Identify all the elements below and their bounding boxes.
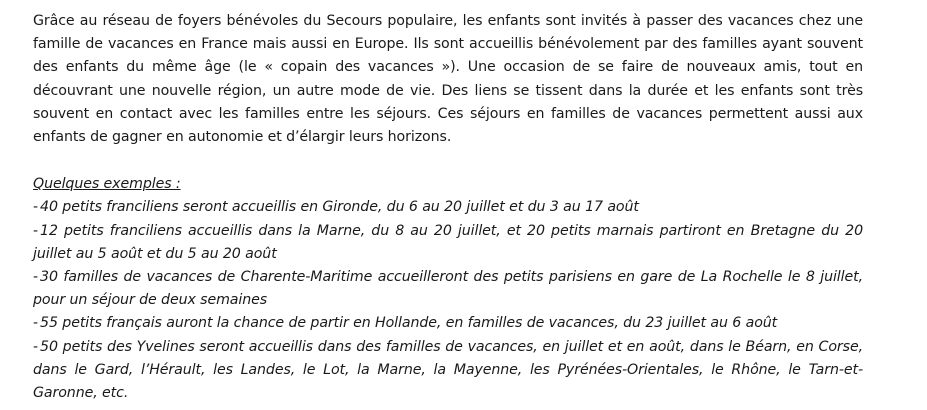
- example-text: 55 petits français auront la chance de partir en Hollande, en familles de vacances, du 23 juillet au 6 août: [40, 315, 778, 332]
- example-text: 30 familles de vacances de Charente-Maritime accueilleront des petits parisiens en gare de La Rochelle le 8 juillet, pour un séjour de deux semaines: [33, 269, 863, 309]
- bullet-dash: -: [33, 338, 39, 355]
- document-body: [33, 10, 863, 405]
- examples-heading: Quelques exemples :: [33, 176, 181, 193]
- bullet-dash: -: [33, 222, 39, 239]
- example-text: 40 petits franciliens seront accueillis en Gironde, du 6 au 20 juillet et du 3 au 17 août: [40, 199, 639, 216]
- example-item: [33, 336, 863, 406]
- example-text: 50 petits des Yvelines seront accueillis dans des familles de vacances, en juillet et en août, dans le Béarn, en Corse, dans le Gard, l’Hérault, les Landes, le Lot, la Marne, la Mayenne, les Pyrénées-Orientales, le Rhône, le Tarn-et-Garonne, etc.: [33, 338, 863, 402]
- examples-section: [33, 173, 863, 405]
- example-item: [33, 266, 863, 312]
- examples-list: [33, 196, 863, 405]
- bullet-dash: -: [33, 315, 39, 332]
- example-item: [33, 312, 863, 335]
- bullet-dash: -: [33, 199, 39, 216]
- example-item: [33, 220, 863, 266]
- example-text: 12 petits franciliens accueillis dans la Marne, du 8 au 20 juillet, et 20 petits marnais partiront en Bretagne du 20 juillet au 5 août et du 5 au 20 août: [33, 222, 863, 262]
- bullet-dash: -: [33, 269, 39, 286]
- intro-paragraph: Grâce au réseau de foyers bénévoles du Secours populaire, les enfants sont invités à passer des vacances chez une famille de vacances en France mais aussi en Europe. Ils sont accueillis bénévolement par des familles ayant souvent des enfants du même âge (le « copain des vacances »). Une occasion de se faire de nouveaux amis, tout en découvrant une nouvelle région, un autre mode de vie. Des liens se tissent dans la durée et les enfants sont très souvent en contact avec les familles entre les séjours. Ces séjours en familles de vacances permettent aussi aux enfants de gagner en autonomie et d’élargir leurs horizons.: [33, 13, 863, 146]
- example-item: [33, 196, 863, 219]
